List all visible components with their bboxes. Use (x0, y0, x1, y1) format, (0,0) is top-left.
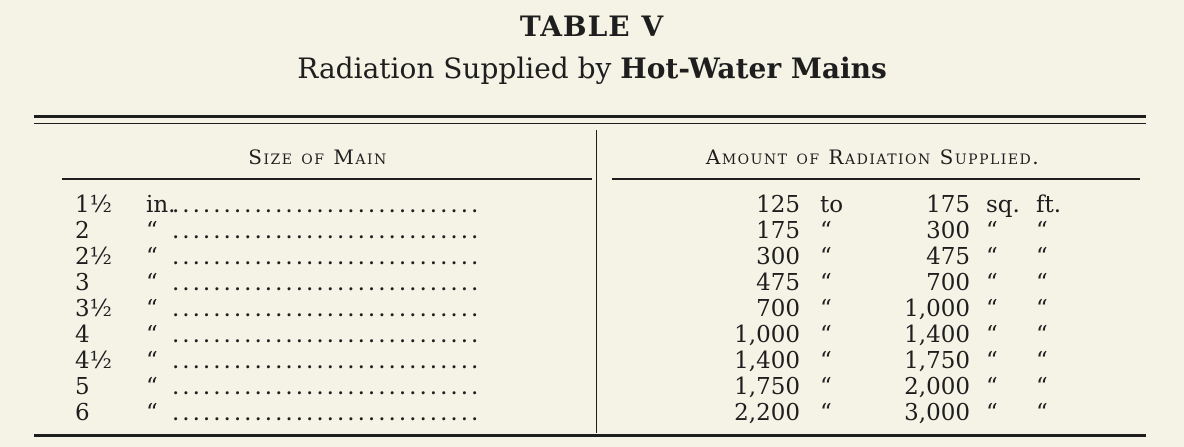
range-connector: “ (820, 348, 832, 374)
radiation-from: 2,200 (734, 400, 800, 426)
leader-dots: .............................. (172, 400, 482, 426)
table-row (0, 192, 1184, 218)
size-unit: “ (146, 400, 158, 426)
range-connector: “ (820, 374, 832, 400)
leader-dots: .............................. (172, 348, 482, 374)
radiation-from: 175 (756, 218, 800, 244)
area-unit-ft: “ (1036, 296, 1048, 322)
main-size: 5 (75, 374, 90, 400)
size-unit: “ (146, 218, 158, 244)
header-underline-left (62, 178, 592, 180)
table-row (0, 322, 1184, 348)
size-unit: “ (146, 296, 158, 322)
radiation-to: 1,750 (904, 348, 970, 374)
radiation-to: 175 (926, 192, 970, 218)
table-title: TABLE V (519, 10, 665, 43)
size-unit: “ (146, 244, 158, 270)
main-size: 1½ (75, 192, 112, 218)
size-unit: “ (146, 374, 158, 400)
table-row (0, 374, 1184, 400)
table-row (0, 270, 1184, 296)
radiation-from: 1,000 (734, 322, 800, 348)
area-unit-sq: “ (986, 348, 998, 374)
area-unit-sq: “ (986, 296, 998, 322)
table-subtitle (0, 52, 1184, 85)
table-row (0, 218, 1184, 244)
area-unit-ft: “ (1036, 374, 1048, 400)
radiation-to: 1,000 (904, 296, 970, 322)
table-row (0, 244, 1184, 270)
area-unit-sq: sq. (986, 192, 1020, 218)
radiation-from: 475 (756, 270, 800, 296)
main-size: 4½ (75, 348, 112, 374)
top-rule-thick (34, 115, 1146, 118)
range-connector: to (820, 192, 844, 218)
radiation-to: 2,000 (904, 374, 970, 400)
bottom-rule (34, 434, 1146, 437)
range-connector: “ (820, 296, 832, 322)
area-unit-ft: “ (1036, 400, 1048, 426)
leader-dots: .............................. (172, 296, 482, 322)
area-unit-sq: “ (986, 270, 998, 296)
leader-dots: .............................. (172, 244, 482, 270)
radiation-to: 700 (926, 270, 970, 296)
area-unit-ft: “ (1036, 322, 1048, 348)
radiation-to: 1,400 (904, 322, 970, 348)
leader-dots: .............................. (172, 218, 482, 244)
leader-dots: .............................. (172, 192, 482, 218)
table-row (0, 348, 1184, 374)
main-size: 3½ (75, 296, 112, 322)
radiation-from: 1,750 (734, 374, 800, 400)
size-unit: “ (146, 270, 158, 296)
main-size: 6 (75, 400, 90, 426)
main-size: 2 (75, 218, 90, 244)
main-size: 4 (75, 322, 90, 348)
range-connector: “ (820, 218, 832, 244)
radiation-from: 300 (756, 244, 800, 270)
area-unit-ft: “ (1036, 244, 1048, 270)
header-underline-right (612, 178, 1140, 180)
area-unit-sq: “ (986, 322, 998, 348)
top-rule-thin (34, 123, 1146, 124)
main-size: 3 (75, 270, 90, 296)
size-unit: “ (146, 348, 158, 374)
area-unit-ft: “ (1036, 218, 1048, 244)
radiation-from: 700 (756, 296, 800, 322)
area-unit-ft: “ (1036, 270, 1048, 296)
size-unit: “ (146, 322, 158, 348)
range-connector: “ (820, 322, 832, 348)
radiation-to: 300 (926, 218, 970, 244)
radiation-to: 475 (926, 244, 970, 270)
area-unit-sq: “ (986, 244, 998, 270)
area-unit-ft: “ (1036, 348, 1048, 374)
radiation-to: 3,000 (904, 400, 970, 426)
leader-dots: .............................. (172, 322, 482, 348)
area-unit-ft: ft. (1036, 192, 1062, 218)
radiation-from: 125 (756, 192, 800, 218)
area-unit-sq: “ (986, 218, 998, 244)
subtitle-text: Radiation Supplied by (297, 52, 621, 85)
radiation-from: 1,400 (734, 348, 800, 374)
header-amount-of-radiation: Amount of Radiation Supplied. (705, 145, 1041, 169)
header-size-of-main: Size of Main (248, 145, 388, 169)
leader-dots: .............................. (172, 374, 482, 400)
size-unit: in. (146, 192, 176, 218)
subtitle-emphasis: Hot-Water Mains (620, 52, 887, 85)
range-connector: “ (820, 244, 832, 270)
area-unit-sq: “ (986, 374, 998, 400)
area-unit-sq: “ (986, 400, 998, 426)
leader-dots: .............................. (172, 270, 482, 296)
range-connector: “ (820, 270, 832, 296)
table-row (0, 296, 1184, 322)
main-size: 2½ (75, 244, 112, 270)
range-connector: “ (820, 400, 832, 426)
table-row (0, 400, 1184, 426)
